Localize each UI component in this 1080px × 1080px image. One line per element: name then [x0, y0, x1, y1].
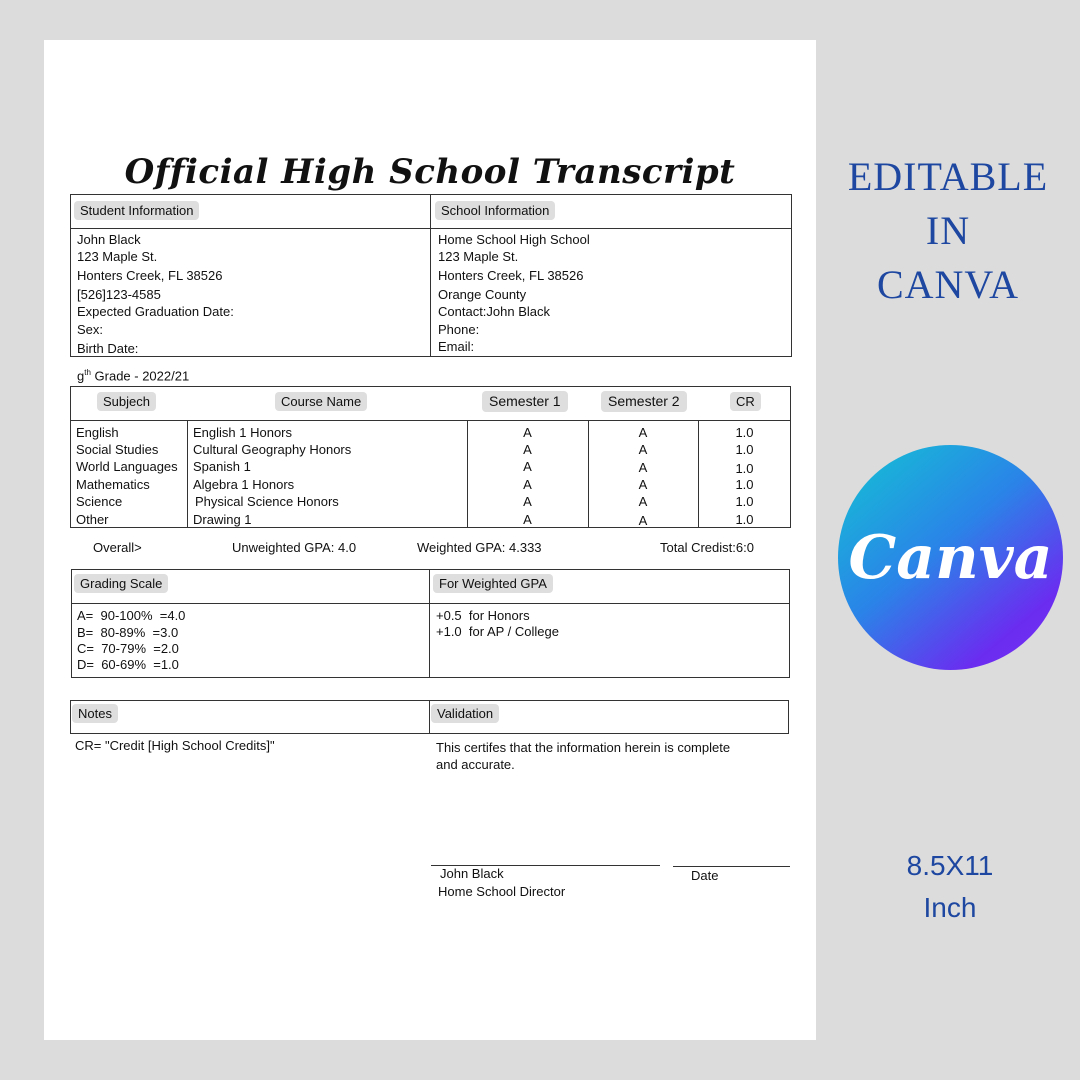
- canva-logo: [838, 445, 1063, 670]
- course-subject: Social Studies: [76, 442, 159, 457]
- weighted-gpa: Weighted GPA: 4.333: [417, 540, 542, 555]
- school-county: Orange County: [438, 287, 527, 302]
- course-sem1-grade: A: [523, 512, 532, 527]
- weighted-gpa-label: For Weighted GPA: [433, 574, 553, 593]
- course-sem1-grade: A: [523, 477, 532, 492]
- honors-bonus: +0.5 for Honors: [436, 608, 530, 623]
- course-name: Spanish 1: [193, 459, 251, 474]
- editable-line-1: EDITABLE: [847, 154, 1049, 199]
- course-credit: 1.0: [735, 442, 754, 457]
- course-name: Drawing 1: [193, 512, 252, 527]
- course-sem1-grade: A: [523, 459, 532, 474]
- date-label: Date: [691, 868, 719, 883]
- course-credit: 1.0: [735, 477, 754, 492]
- overall-label: Overall>: [93, 540, 142, 555]
- transcript-page: [44, 40, 816, 1040]
- expected-graduation-label: Expected Graduation Date:: [77, 304, 234, 319]
- course-sem1-grade: A: [523, 425, 532, 440]
- total-credits: Total Credist:6:0: [660, 540, 754, 555]
- course-name: Physical Science Honors: [195, 494, 339, 509]
- course-subject: World Languages: [76, 459, 178, 474]
- student-city: Honters Creek, FL 38526: [77, 268, 223, 283]
- ap-bonus: +1.0 for AP / College: [436, 624, 559, 639]
- unweighted-gpa: Unweighted GPA: 4.0: [232, 540, 357, 555]
- school-city: Honters Creek, FL 38526: [438, 268, 584, 283]
- notes-text: CR= "Credit [High School Credits]": [75, 738, 275, 753]
- course-name: Cultural Geography Honors: [193, 442, 352, 457]
- student-street: 123 Maple St.: [77, 249, 158, 264]
- course-sem2-grade: A: [638, 425, 648, 440]
- student-info-label: Student Information: [74, 201, 199, 220]
- validation-label: Validation: [431, 704, 499, 723]
- course-sem2-grade: A: [638, 477, 648, 492]
- grading-scale-label: Grading Scale: [74, 574, 168, 593]
- grade-heading: $g^{th}$ Grade - 2022/21: [77, 368, 190, 384]
- cr-header: CR: [730, 392, 761, 411]
- signer-name: John Black: [440, 866, 504, 881]
- semester-2-header: Semester 2: [601, 391, 687, 412]
- grade-scale-b: B= 80-89% =3.0: [77, 625, 179, 640]
- course-subject: Science: [76, 494, 123, 509]
- student-name: John Black: [77, 232, 141, 247]
- validation-text-2: and accurate.: [436, 757, 515, 772]
- course-subject: Other: [76, 512, 109, 527]
- semester-1-header: Semester 1: [482, 391, 568, 412]
- course-credit: 1.0: [735, 461, 754, 476]
- course-name-header: Course Name: [275, 392, 367, 411]
- birth-date-label: Birth Date:: [77, 341, 139, 356]
- grade-scale-a: A= 90-100% =4.0: [77, 608, 186, 623]
- course-sem2-grade: A: [638, 442, 648, 457]
- course-sem2-grade: A: [638, 513, 648, 528]
- grade-scale-c: C= 70-79% =2.0: [77, 641, 179, 656]
- course-subject: Mathematics: [76, 477, 150, 492]
- school-contact: Contact:John Black: [438, 304, 551, 319]
- paper-size-unit: Inch: [923, 892, 977, 923]
- paper-size: 8.5X11: [906, 850, 994, 881]
- course-name: Algebra 1 Honors: [193, 477, 295, 492]
- school-phone-label: Phone:: [438, 322, 480, 337]
- course-subject: English: [76, 425, 119, 440]
- validation-text-1: This certifes that the information herein is complete: [436, 740, 731, 755]
- date-line: [673, 866, 790, 867]
- canva-logo-text: Canva: [848, 522, 1053, 593]
- sex-label: Sex:: [77, 322, 104, 337]
- course-credit: 1.0: [735, 425, 754, 440]
- school-street: 123 Maple St.: [438, 249, 519, 264]
- course-sem2-grade: A: [638, 460, 648, 475]
- editable-line-2: IN: [925, 208, 971, 253]
- school-name: Home School High School: [438, 232, 590, 247]
- course-name: English 1 Honors: [193, 425, 292, 440]
- editable-line-3: CANVA: [876, 262, 1020, 307]
- signer-role: Home School Director: [438, 884, 566, 899]
- course-sem1-grade: A: [523, 494, 532, 509]
- school-email-label: Email:: [438, 339, 475, 354]
- grade-scale-d: D= 60-69% =1.0: [77, 657, 179, 672]
- school-info-label: School Information: [435, 201, 555, 220]
- course-sem1-grade: A: [523, 442, 532, 457]
- course-credit: 1.0: [735, 494, 754, 509]
- student-phone: [526]123-4585: [77, 287, 161, 302]
- course-sem2-grade: A: [638, 494, 648, 509]
- course-credit: 1.0: [735, 512, 754, 527]
- page-title: Official High School Transcript: [124, 152, 736, 192]
- subject-header: Subjech: [97, 392, 156, 411]
- notes-label: Notes: [72, 704, 118, 723]
